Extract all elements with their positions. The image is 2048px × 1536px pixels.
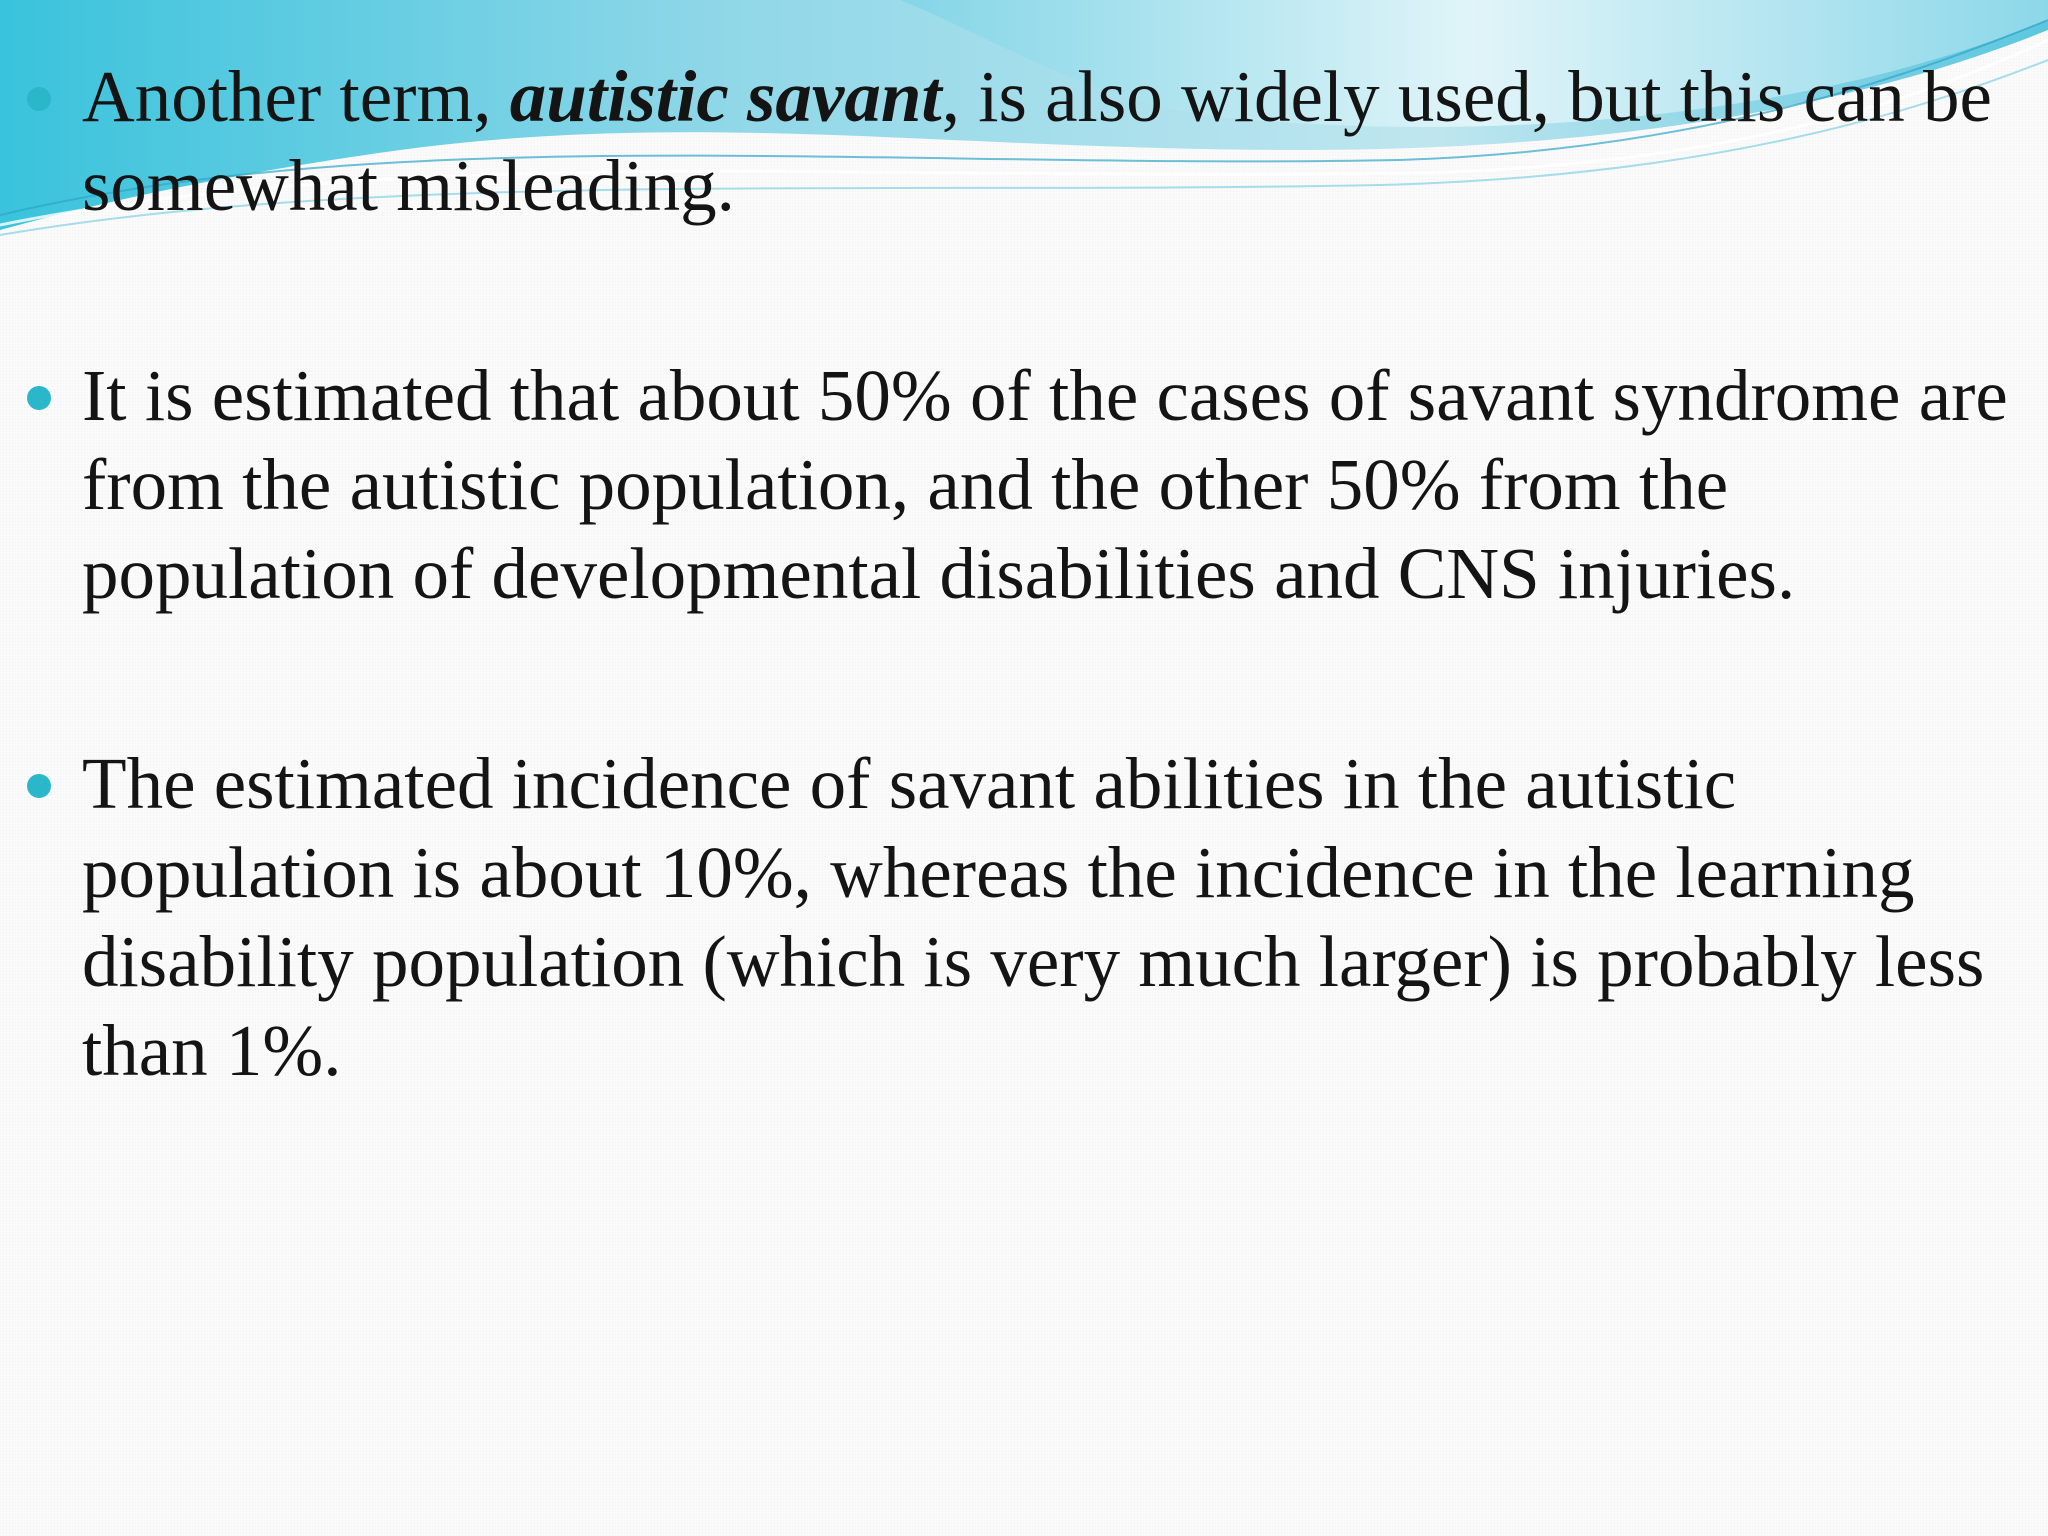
bullet-1-text-before: Another term,	[82, 56, 510, 137]
bullet-2-text: It is estimated that about 50% of the cases of savant syndrome are from the autistic population, and the other 50% from the population of developmental disabilities and CNS injuries.	[82, 355, 2008, 614]
bullet-1-text-after: , is also widely used, but this can be somewhat misleading.	[82, 56, 1992, 226]
slide-content	[0, 52, 2048, 1216]
bullet-3-text: The estimated incidence of savant abilities in the autistic population is about 10%, whereas the incidence in the learning disability population (which is very much larger) is probably less than 1%.	[82, 743, 1985, 1091]
bullet-1-emphasis: autistic savant	[509, 56, 942, 137]
bullet-item-3	[0, 739, 2048, 1095]
bullet-dot-icon	[27, 774, 51, 798]
bullet-dot-icon	[27, 386, 51, 410]
bullet-item-2	[0, 351, 2048, 618]
bullet-dot-icon	[27, 87, 51, 111]
bullet-item-1	[0, 52, 2048, 230]
